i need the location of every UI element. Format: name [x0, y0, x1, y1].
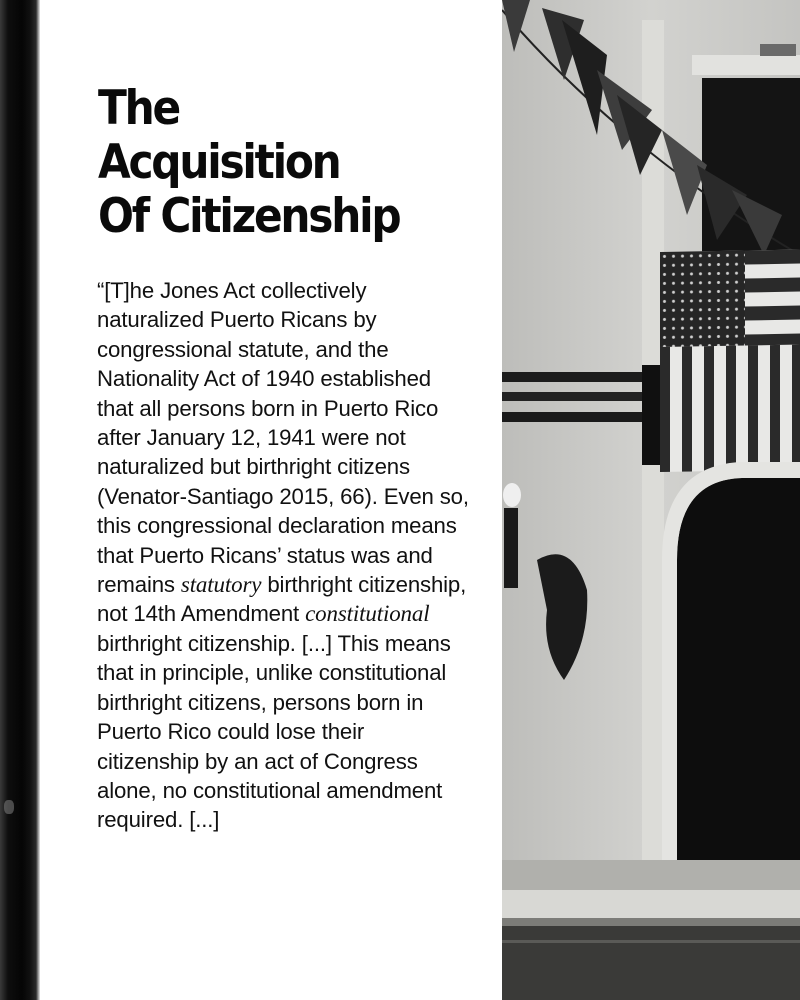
wall-lamp — [503, 483, 521, 507]
upper-doorway — [702, 78, 800, 268]
us-flag — [660, 250, 800, 472]
street — [502, 926, 800, 1000]
text-column — [62, 0, 502, 1000]
title-line-3: Of Citizenship — [98, 189, 400, 244]
body-part-3: birthright citizenship. [...] This means that in principle, unlike constitutional birthright citizens, persons born in Puerto Rico could lose their citizenship by an act of Congress alone, no constitutional amendment required. [...] — [97, 630, 451, 833]
title-line-2: Acquisition — [98, 135, 340, 190]
body-emphasis-constitutional: constitutional — [305, 601, 430, 627]
film-scuff — [4, 800, 14, 814]
arched-doorway — [677, 478, 800, 860]
body-part-1: “[T]he Jones Act collectively naturalized Puerto Ricans by congressional statute, and the Nationality Act of 1940 established that all persons born in Puerto Rico after January 12, 1941 were not naturalized but birthright citizens (Venator-Santiago 2015, 66). Even so, this congressional declaration means that Puerto Ricans’ status was and remains — [97, 278, 469, 598]
body-part-2: birthright citizenship, not 14th Amendment — [97, 572, 467, 627]
article-title — [98, 82, 399, 244]
film-strip-edge — [0, 0, 40, 1000]
article-body — [97, 276, 469, 835]
facade-photo — [502, 0, 800, 1000]
title-line-1: The — [98, 81, 179, 136]
body-emphasis-statutory: statutory — [180, 572, 262, 598]
